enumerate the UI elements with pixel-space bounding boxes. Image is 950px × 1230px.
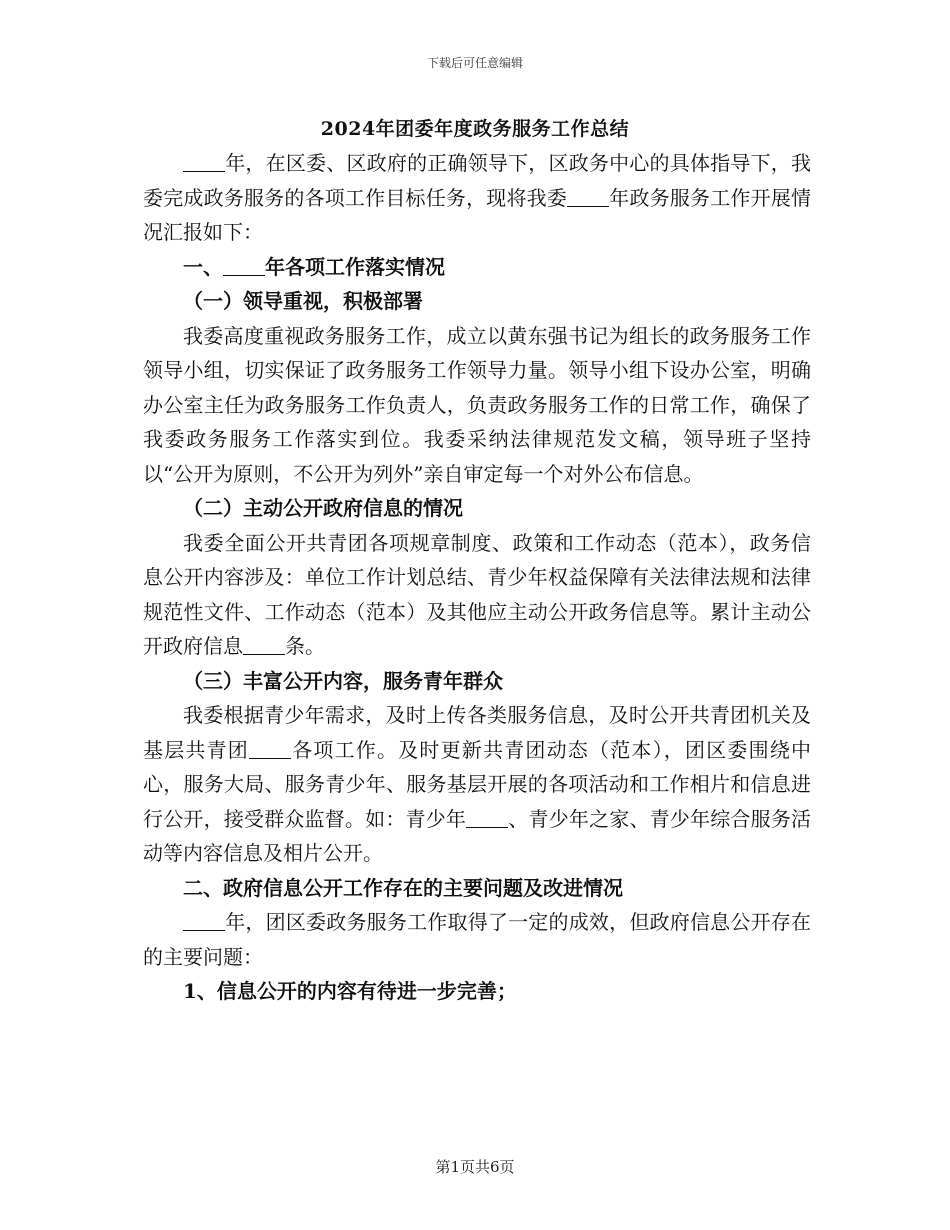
- sub3-heading: （三）丰富公开内容，服务青年群众: [183, 668, 503, 693]
- section2-item1: 1、信息公开的内容有待进一步完善；: [183, 979, 517, 1003]
- sub1-paragraph: 我委高度重视政务服务工作，成立以黄东强书记为组长的政务服务工作领导小组，切实保证了政务服务工作领导力量。领导小组下设办公室，明确办公室主任为政务服务工作负责人，负责政务服务工作的日常工作，确保了我委政务服务工作落实到位。我委采纳法律规范发文稿，领导班子坚持以“公开为原则，不公开为列外”亲自审定每一个对外公布信息。: [143, 323, 811, 486]
- section2-paragraph: 年，团区委政务服务工作取得了一定的成效，但政府信息公开存在的主要问题：: [143, 910, 811, 969]
- blank-line: [183, 151, 225, 172]
- blank-line: [567, 186, 609, 207]
- document-title: 2024年团委年度政务服务工作总结: [320, 118, 630, 140]
- blank-line: [243, 634, 285, 655]
- sub2-heading: （二）主动公开政府信息的情况: [183, 496, 463, 520]
- blank-line: [249, 738, 291, 759]
- page-number: 第1页共6页: [435, 1158, 515, 1176]
- sub1-heading: （一）领导重视，积极部署: [183, 289, 423, 313]
- section1-heading: 一、 年各项工作落实情况: [183, 254, 445, 279]
- blank-line: [183, 910, 225, 931]
- header-note: 下载后可任意编辑: [426, 56, 523, 70]
- blank-line: [223, 255, 265, 276]
- document-body: [143, 146, 811, 1009]
- blank-line: [466, 807, 508, 828]
- sub2-paragraph: 我委全面公开共青团各项规章制度、政策和工作动态（范本），政务信息公开内容涉及：单位工作计划总结、青少年权益保障有关法律法规和法律规范性文件、工作动态（范本）及其他应主动公开政务信息等。累计主动公开政府信息 条。: [143, 530, 811, 658]
- intro-paragraph: 年，在区委、区政府的正确领导下，区政务中心的具体指导下，我委完成政务服务的各项工作目标任务，现将我委 年政务服务工作开展情况汇报如下：: [143, 151, 812, 244]
- section2-heading: 二、政府信息公开工作存在的主要问题及改进情况: [183, 875, 623, 900]
- sub3-paragraph: 我委根据青少年需求，及时上传各类服务信息，及时公开共青团机关及基层共青团 各项工作。及时更新共青团动态（范本），团区委围绕中心，服务大局、服务青少年、服务基层开展的各项活动和工作相片和信息进行公开，接受群众监督。如：青少年 、青少年之家、青少年综合服务活动等内容信息及相片公开。: [143, 703, 812, 865]
